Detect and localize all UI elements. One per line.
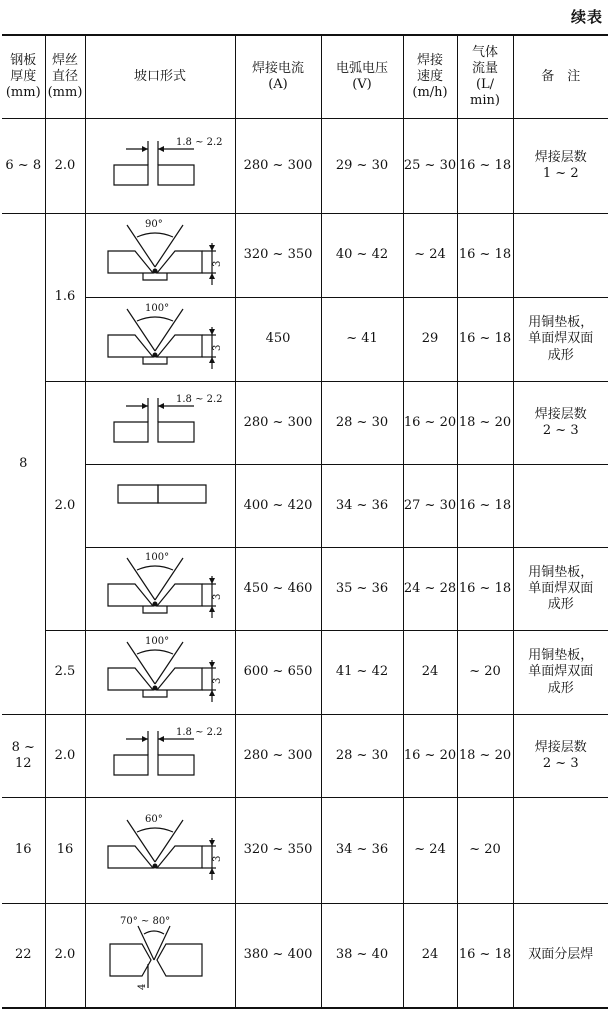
cell-speed-text: 25 ~ 30 (403, 157, 457, 173)
dimension-arrow (209, 606, 215, 612)
cell-wire-diameter-text: 1.6 (54, 289, 76, 305)
groove-sketch-square-gap (90, 382, 230, 464)
cell-current-text: 400 ~ 420 (243, 497, 313, 513)
cell-gas-flow-text: ~ 20 (469, 664, 501, 680)
bevel-extension (155, 225, 183, 267)
cell-groove-sketch (85, 382, 235, 465)
angle-arc (137, 566, 173, 570)
cell-speed (403, 631, 457, 715)
cell-current-text: 320 ~ 350 (243, 247, 313, 263)
cell-voltage (321, 798, 403, 904)
bevel-extension (127, 820, 155, 862)
cell-wire-diameter (45, 798, 85, 904)
cell-thickness (2, 798, 45, 904)
cell-speed (403, 382, 457, 465)
cell-remark-text: 焊接层数 2 ~ 3 (534, 739, 587, 771)
root-dimension-label: 4 (137, 983, 148, 991)
cell-current-text: 320 ~ 350 (243, 842, 313, 858)
bevel-extension (155, 642, 183, 684)
cell-voltage-text: 38 ~ 40 (335, 947, 389, 963)
gap-dimension-label: 1.8 ~ 2.2 (176, 727, 223, 738)
cell-remark (513, 631, 608, 715)
cell-groove-sketch (85, 119, 235, 214)
cell-groove-sketch (85, 298, 235, 382)
cell-voltage (321, 631, 403, 715)
cell-current-text: 280 ~ 300 (243, 747, 313, 763)
cell-speed-text: 24 (421, 664, 439, 680)
welding-parameters-table (2, 34, 608, 1009)
root-face-dimension-label: 3 (212, 677, 223, 684)
bevel-extension (155, 309, 183, 351)
left-plate (114, 755, 148, 775)
groove-sketch-v-backing (90, 299, 230, 381)
groove-angle-label: 60° (145, 813, 163, 825)
cell-speed (403, 214, 457, 298)
cell-current (235, 904, 321, 1008)
header-voltage: 电弧电压 (V) (321, 35, 403, 119)
groove-sketch-double-v (90, 914, 230, 996)
dimension-arrow (209, 868, 215, 874)
cell-remark-text: 用铜垫板， 单面焊双面 成形 (528, 564, 594, 613)
gap-dimension-label: 1.8 ~ 2.2 (176, 394, 223, 405)
cell-speed-text: 24 ~ 28 (403, 580, 457, 596)
cell-wire-diameter-text: 2.0 (54, 747, 76, 763)
root-weld (153, 352, 158, 357)
cell-speed-text: 16 ~ 20 (403, 414, 457, 430)
right-plate (158, 485, 206, 503)
cell-gas-flow-text: ~ 20 (469, 842, 501, 858)
dimension-arrow (209, 357, 215, 363)
groove-angle-label: 90° (145, 218, 163, 230)
cell-remark (513, 298, 608, 382)
cell-gas-flow-text: 18 ~ 20 (458, 747, 512, 763)
cell-wire-diameter (45, 214, 85, 382)
cell-groove-sketch (85, 214, 235, 298)
cell-groove-sketch (85, 631, 235, 715)
cell-wire-diameter (45, 119, 85, 214)
dimension-arrow (209, 273, 215, 279)
cell-voltage-text: 35 ~ 36 (335, 580, 389, 596)
cell-voltage (321, 119, 403, 214)
cell-groove-sketch (85, 465, 235, 548)
cell-thickness-text: 8 (19, 455, 28, 471)
cell-thickness-text: 6 ~ 8 (5, 157, 42, 173)
bevel-extension (155, 820, 183, 862)
cell-voltage (321, 382, 403, 465)
angle-arc (137, 317, 173, 321)
dimension-arrow (209, 578, 215, 584)
cell-voltage (321, 214, 403, 298)
cell-speed-text: ~ 24 (414, 842, 446, 858)
cell-thickness-text: 8 ~ 12 (11, 739, 35, 771)
cell-voltage (321, 465, 403, 548)
cell-current (235, 382, 321, 465)
left-plate (114, 422, 148, 442)
table-row (2, 548, 608, 631)
cell-speed (403, 119, 457, 214)
cell-groove-sketch (85, 904, 235, 1008)
cell-gas-flow (457, 382, 513, 465)
table-row (2, 298, 608, 382)
cell-voltage-text: 28 ~ 30 (335, 747, 389, 763)
dimension-arrow (158, 146, 164, 152)
cell-remark (513, 465, 608, 548)
root-face-dimension-label: 3 (212, 344, 223, 351)
dimension-arrow (209, 690, 215, 696)
cell-gas-flow-text: 16 ~ 18 (458, 331, 512, 347)
cell-gas-flow (457, 119, 513, 214)
cell-wire-diameter (45, 631, 85, 715)
cell-current (235, 631, 321, 715)
cell-remark-text: 用铜垫板， 单面焊双面 成形 (528, 315, 594, 363)
cell-groove-sketch (85, 798, 235, 904)
cell-gas-flow (457, 798, 513, 904)
cell-current (235, 119, 321, 214)
groove-sketch-square-gap (90, 125, 230, 207)
cell-groove-sketch (85, 715, 235, 798)
cell-speed-text: 16 ~ 20 (403, 747, 457, 763)
copper-backing (143, 357, 167, 364)
cell-speed (403, 798, 457, 904)
cell-speed-text: 29 (421, 331, 439, 347)
groove-sketch-v-backing (90, 548, 230, 630)
cell-remark-text: 焊接层数 1 ~ 2 (534, 149, 587, 181)
cell-remark-text: 焊接层数 2 ~ 3 (534, 406, 587, 438)
copper-backing (143, 690, 167, 697)
groove-sketch-square-gap (90, 715, 230, 797)
left-plate (118, 485, 158, 503)
cell-gas-flow (457, 548, 513, 631)
right-plate (158, 422, 194, 442)
dimension-arrow (158, 403, 164, 409)
cell-remark (513, 715, 608, 798)
groove-sketch-v-backing (90, 215, 230, 297)
cell-speed (403, 298, 457, 382)
cell-current (235, 715, 321, 798)
cell-voltage (321, 298, 403, 382)
cell-wire-diameter (45, 715, 85, 798)
root-face-dimension-label: 3 (212, 260, 223, 267)
cell-current-text: 450 ~ 460 (243, 580, 313, 596)
cell-current (235, 798, 321, 904)
right-plate (157, 944, 202, 976)
cell-gas-flow-text: 16 ~ 18 (458, 497, 512, 513)
header-remark: 备 注 (513, 35, 608, 119)
cell-voltage-text: ~ 41 (346, 331, 378, 347)
cell-wire-diameter-text: 2.5 (54, 664, 76, 680)
cell-gas-flow-text: 16 ~ 18 (458, 157, 512, 173)
table-row (2, 465, 608, 548)
groove-sketch-v-plain (90, 810, 230, 892)
cell-voltage (321, 548, 403, 631)
bevel-extension (127, 225, 155, 267)
cell-gas-flow-text: 18 ~ 20 (458, 414, 512, 430)
cell-current-text: 600 ~ 650 (243, 664, 313, 680)
cell-gas-flow-text: 16 ~ 18 (458, 947, 512, 963)
cell-voltage-text: 40 ~ 42 (335, 247, 389, 263)
cell-current-text: 280 ~ 300 (243, 414, 313, 430)
copper-backing (143, 606, 167, 613)
left-plate (110, 944, 151, 976)
dimension-arrow (158, 736, 164, 742)
table-row (2, 119, 608, 214)
table-row (2, 904, 608, 1008)
root-face-dimension-label: 3 (212, 855, 223, 862)
cell-gas-flow (457, 465, 513, 548)
dimension-arrow (209, 662, 215, 668)
table-row (2, 382, 608, 465)
cell-gas-flow (457, 715, 513, 798)
dimension-arrow (209, 329, 215, 335)
cell-wire-diameter (45, 382, 85, 631)
cell-voltage-text: 29 ~ 30 (335, 157, 389, 173)
header-thickness: 钢板 厚度 (mm) (2, 35, 45, 119)
right-plate (158, 165, 194, 185)
cell-thickness (2, 119, 45, 214)
table-row (2, 715, 608, 798)
table-row (2, 798, 608, 904)
continued-label: 续表 (570, 8, 603, 26)
cell-speed-text: 24 (421, 947, 439, 963)
bevel-extension (127, 558, 155, 600)
cell-speed (403, 548, 457, 631)
angle-arc (137, 828, 173, 832)
copper-backing (143, 273, 167, 280)
groove-angle-label: 100° (145, 302, 170, 314)
cell-voltage-text: 34 ~ 36 (335, 842, 389, 858)
bevel-extension (127, 309, 155, 351)
gap-dimension-label: 1.8 ~ 2.2 (176, 137, 223, 148)
cell-wire-diameter-text: 2.0 (54, 497, 76, 513)
cell-thickness (2, 715, 45, 798)
cell-current (235, 298, 321, 382)
cell-current-text: 450 (265, 331, 291, 347)
cell-gas-flow (457, 214, 513, 298)
cell-gas-flow-text: 16 ~ 18 (458, 247, 512, 263)
cell-wire-diameter-text: 2.0 (54, 947, 76, 963)
cell-speed (403, 904, 457, 1008)
cell-remark-text: 双面分层焊 (528, 947, 594, 963)
cell-current-text: 280 ~ 300 (243, 157, 313, 173)
bevel-extension (155, 558, 183, 600)
cell-speed (403, 715, 457, 798)
cell-gas-flow (457, 904, 513, 1008)
dimension-arrow (142, 403, 148, 409)
cell-voltage-text: 41 ~ 42 (335, 664, 389, 680)
header-speed: 焊接 速度 (m/h) (403, 35, 457, 119)
root-weld (153, 268, 158, 273)
cell-voltage (321, 715, 403, 798)
right-plate (158, 755, 194, 775)
cell-remark (513, 904, 608, 1008)
root-weld (153, 863, 158, 868)
groove-angle-label: 70° ~ 80° (120, 916, 171, 928)
cell-thickness-text: 16 (14, 842, 32, 858)
cell-thickness-text: 22 (14, 947, 32, 963)
cell-voltage-text: 28 ~ 30 (335, 414, 389, 430)
groove-angle-label: 100° (145, 552, 170, 563)
cell-gas-flow (457, 298, 513, 382)
cell-remark (513, 548, 608, 631)
cell-speed (403, 465, 457, 548)
cell-remark (513, 798, 608, 904)
angle-arc (137, 233, 173, 237)
dimension-arrow (209, 840, 215, 846)
dimension-arrow (209, 245, 215, 251)
cell-remark (513, 119, 608, 214)
cell-current-text: 380 ~ 400 (243, 947, 313, 963)
groove-sketch-v-backing (90, 632, 230, 714)
cell-voltage (321, 904, 403, 1008)
header-row (2, 35, 608, 119)
cell-gas-flow (457, 631, 513, 715)
angle-arc (144, 931, 164, 934)
cell-wire-diameter (45, 904, 85, 1008)
header-groove: 坡口形式 (85, 35, 235, 119)
bevel-extension (127, 642, 155, 684)
cell-thickness (2, 214, 45, 715)
groove-angle-label: 100° (145, 635, 170, 647)
cell-current (235, 214, 321, 298)
root-face-dimension-label: 3 (212, 593, 223, 600)
cell-speed-text: 27 ~ 30 (403, 497, 457, 513)
cell-current (235, 548, 321, 631)
cell-thickness (2, 904, 45, 1008)
cell-voltage-text: 34 ~ 36 (335, 497, 389, 513)
cell-remark (513, 214, 608, 298)
header-wire-diameter: 焊丝 直径 (mm) (45, 35, 85, 119)
header-gas-flow: 气体 流量 (L/ min) (457, 35, 513, 119)
cell-remark-text: 用铜垫板， 单面焊双面 成形 (528, 648, 594, 696)
dimension-arrow (142, 736, 148, 742)
root-weld (153, 602, 158, 607)
cell-gas-flow-text: 16 ~ 18 (458, 580, 512, 596)
cell-wire-diameter-text: 2.0 (54, 157, 76, 173)
cell-speed-text: ~ 24 (414, 247, 446, 263)
angle-arc (137, 650, 173, 654)
left-plate (114, 165, 148, 185)
cell-groove-sketch (85, 548, 235, 631)
cell-remark (513, 382, 608, 465)
root-weld (153, 685, 158, 690)
cell-current (235, 465, 321, 548)
cell-wire-diameter-text: 16 (56, 842, 74, 858)
table-row (2, 214, 608, 298)
table-row (2, 631, 608, 715)
dimension-arrow (142, 146, 148, 152)
header-current: 焊接电流 (A) (235, 35, 321, 119)
groove-sketch-square-butt (90, 465, 230, 547)
